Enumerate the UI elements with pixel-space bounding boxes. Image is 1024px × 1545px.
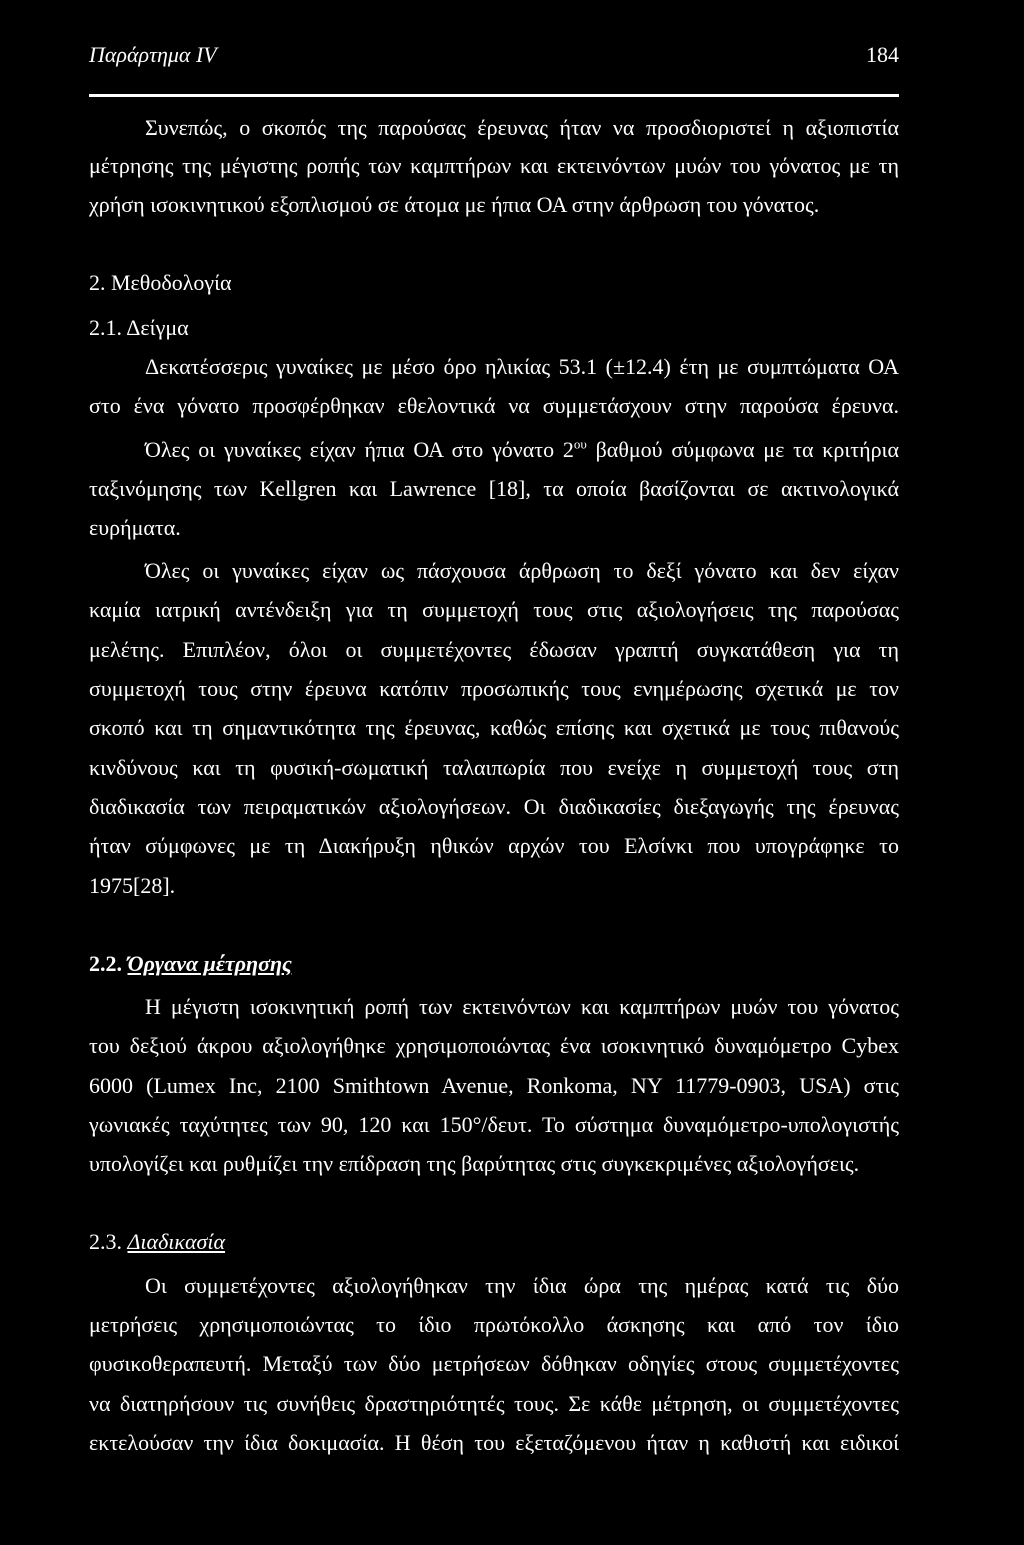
instruments-line: 6000 (Lumex Inc, 2100 Smithtown Avenue, Ronkoma, NY 11779-0903, USA) στις [89, 1073, 899, 1098]
methods-heading: 2. Μεθοδολογία [89, 270, 232, 295]
intro-line: χρήση ισοκινητικού εξοπλισμού σε άτομα με ήπια ΟΑ στην άρθρωση του γόνατος. [89, 192, 820, 217]
sample-heading: 2.1. Δείγμα [89, 315, 189, 340]
sample-line: σκοπό και τη σημαντικότητα της έρευνας, καθώς επίσης και σχετικά με τους πιθανούς [89, 715, 899, 740]
sample-line: ευρήματα. [89, 515, 181, 540]
procedure-line: να διατηρήσουν τις συνήθεις δραστηριότητές τους. Σε κάθε μέτρηση, οι συμμετέχοντες [89, 1391, 899, 1416]
procedure-title: Διαδικασία [127, 1229, 226, 1254]
sample-line: συμμετοχή τους στην έρευνα κατόπιν προσωπικής τους ενημέρωσης σχετικά με τον [89, 676, 899, 701]
sample-line: κινδύνους και τη φυσική-σωματική ταλαιπωρία που ενείχε η συμμετοχή τους στη [89, 755, 899, 780]
procedure-line: μετρήσεις χρησιμοποιώντας το ίδιο πρωτόκολλο άσκησης και από τον ίδιο [89, 1312, 899, 1337]
grade-text-b: βαθμού σύμφωνα με τα κριτήρια [586, 437, 900, 462]
grade-superscript: ου [573, 436, 587, 452]
sample-line-grade [145, 436, 899, 464]
sample-line: καμία ιατρική αντένδειξη για τη συμμετοχή τους στις αξιολογήσεις της παρούσας [89, 597, 899, 622]
header-rule [89, 94, 899, 97]
sample-line: 1975[28]. [89, 873, 176, 898]
sample-line: Δεκατέσσερις γυναίκες με μέσο όρο ηλικίας 53.1 (±12.4) έτη με συμπτώματα ΟΑ [145, 354, 899, 379]
procedure-line: εκτελούσαν την ίδια δοκιμασία. Η θέση του εξεταζόμενου ήταν η καθιστή και ειδικοί [89, 1430, 899, 1455]
procedure-heading [89, 1228, 225, 1256]
sample-line: ταξινόμησης των Kellgren και Lawrence [18], τα οποία βασίζονται σε ακτινολογικά [89, 476, 899, 501]
sample-line: στο ένα γόνατο προσφέρθηκαν εθελοντικά να συμμετάσχουν στην παρούσα έρευνα. [89, 393, 899, 418]
sample-line: Όλες οι γυναίκες είχαν ως πάσχουσα άρθρωση το δεξί γόνατο και δεν είχαν [145, 558, 899, 583]
section-title: Παράρτημα IV [89, 42, 217, 67]
instruments-line: του δεξιού άκρου αξιολογήθηκε χρησιμοποιώντας ένα ισοκινητικό δυναμόμετρο Cybex [89, 1033, 899, 1058]
instruments-line: Η μέγιστη ισοκινητική ροπή των εκτεινόντων και καμπτήρων μυών του γόνατος [145, 994, 899, 1019]
intro-line: μέτρησης της μέγιστης ροπής των καμπτήρων και εκτεινόντων μυών του γόνατος με τη [89, 153, 899, 178]
procedure-number: 2.3. [89, 1229, 122, 1254]
page-number: 184 [866, 42, 899, 67]
page-header [89, 42, 899, 72]
instruments-line: γωνιακές ταχύτητες των 90, 120 και 150°/δευτ. Το σύστημα δυναμόμετρο-υπολογιστής [89, 1112, 899, 1137]
grade-text-a: Όλες οι γυναίκες είχαν ήπια ΟΑ στο γόνατο 2 [145, 437, 574, 462]
procedure-line: Οι συμμετέχοντες αξιολογήθηκαν την ίδια ώρα της ημέρας κατά τις δύο [145, 1273, 899, 1298]
sample-line: διαδικασία των πειραματικών αξιολογήσεων. Οι διαδικασίες διεξαγωγής της έρευνας [89, 794, 899, 819]
sample-line: ήταν σύμφωνες με τη Διακήρυξη ηθικών αρχών του Ελσίνκι που υπογράφηκε το [89, 833, 899, 858]
instruments-heading [89, 950, 292, 978]
sample-line: μελέτης. Επιπλέον, όλοι οι συμμετέχοντες έδωσαν γραπτή συγκατάθεση για τη [89, 637, 899, 662]
instruments-title: Όργανα μέτρησης [127, 951, 292, 976]
instruments-number: 2.2. [89, 951, 122, 976]
intro-line: Συνεπώς, ο σκοπός της παρούσας έρευνας ήταν να προσδιοριστεί η αξιοπιστία [145, 115, 899, 140]
procedure-line: φυσικοθεραπευτή. Μεταξύ των δύο μετρήσεων δόθηκαν οδηγίες στους συμμετέχοντες [89, 1351, 899, 1376]
instruments-line: υπολογίζει και ρυθμίζει την επίδραση της βαρύτητας στις συγκεκριμένες αξιολογήσεις. [89, 1151, 860, 1176]
